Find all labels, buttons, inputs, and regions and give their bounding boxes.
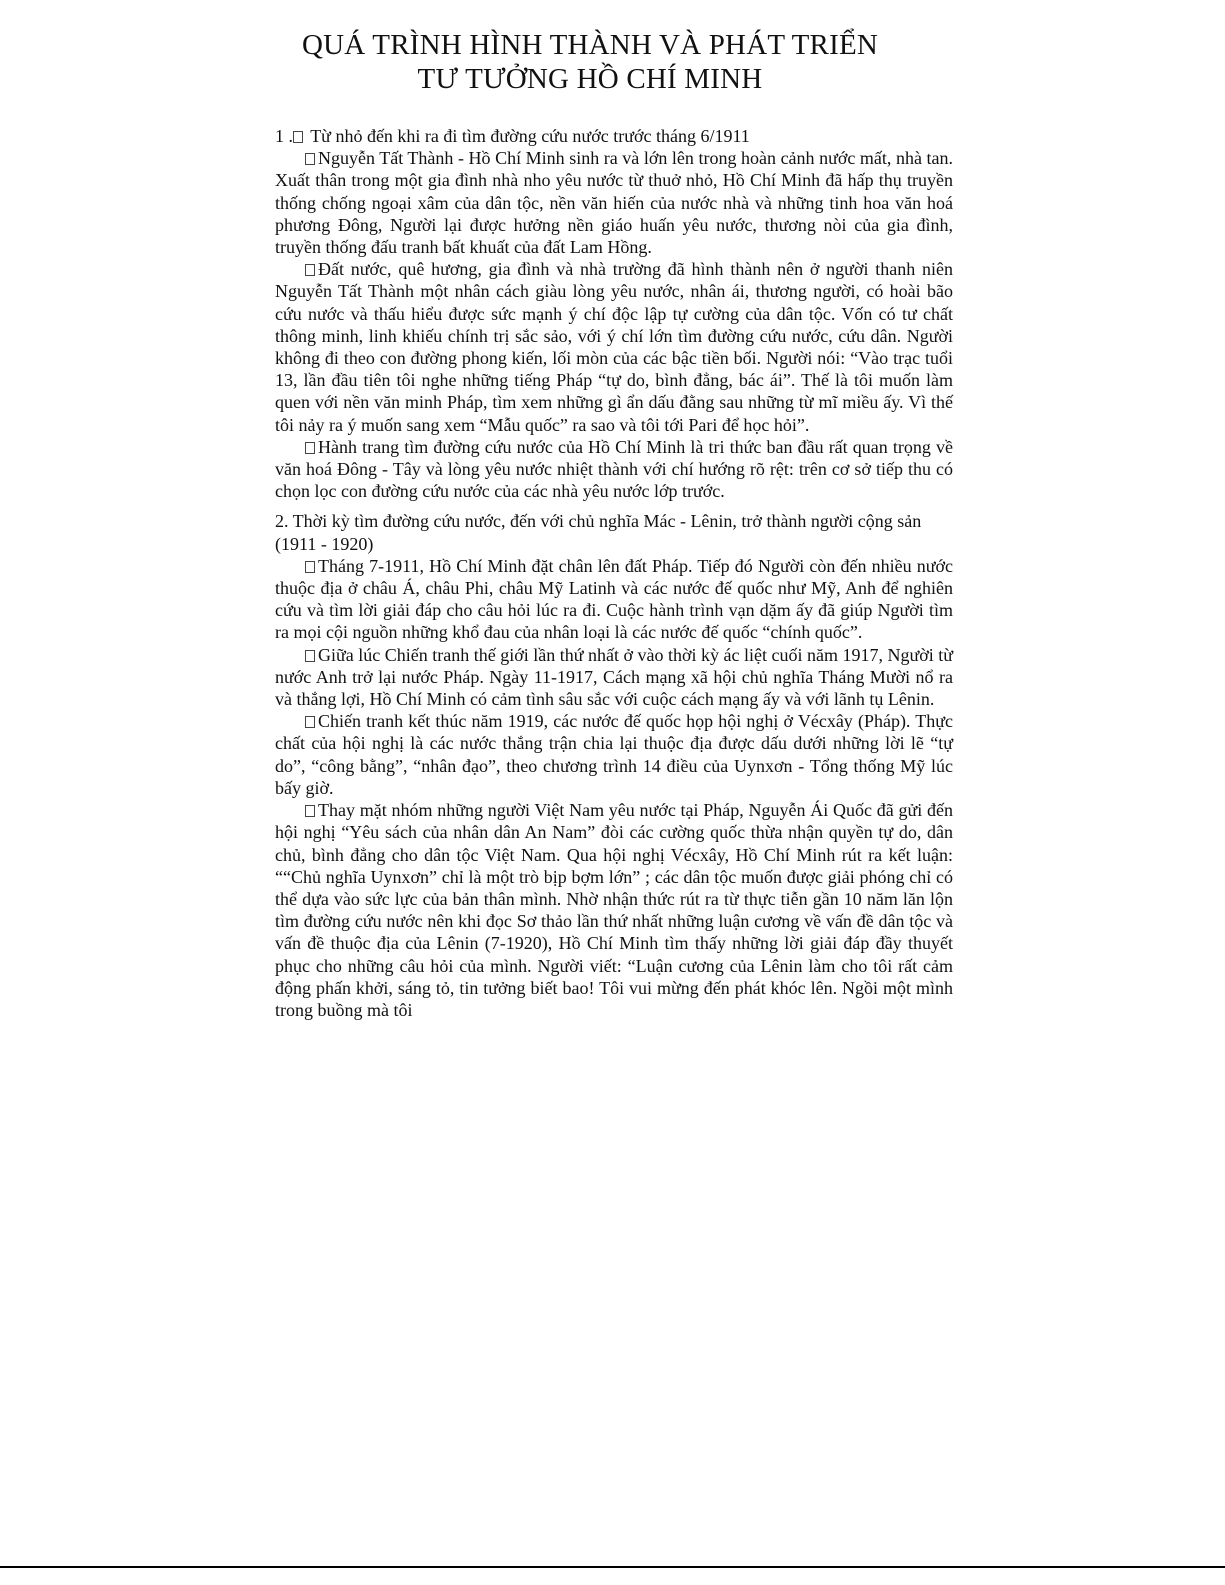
missing-glyph-icon <box>305 264 315 276</box>
section-1-number: 1 . <box>275 126 293 146</box>
missing-glyph-icon <box>305 805 315 817</box>
section-1-paragraph-2: Đất nước, quê hương, gia đình và nhà trường đã hình thành nên ở người thanh niên Nguyễn Tất Thành một nhân cách giàu lòng yêu nước, nhân ái, thương người, có hoài bão cứu nước và thấu hiểu được sức mạnh ý chí độc lập tự cường của dân tộc. Vốn có tư chất thông minh, linh khiếu chính trị sắc sảo, với ý chí lớn tìm đường cứu nước, cứu dân. Người không đi theo con đường phong kiến, lối mòn của các bậc tiền bối. Người nói: “Vào trạc tuổi 13, lần đầu tiên tôi nghe những tiếng Pháp “tự do, bình đẳng, bác ái”. Thế là tôi muốn làm quen với nền văn minh Pháp, tìm xem những gì ẩn dấu đằng sau những từ mĩ miều ấy. Vì thế tôi nảy ra ý muốn sang xem “Mẫu quốc” ra sao và tôi tới Pari để học hỏi”. <box>275 259 953 435</box>
section-1-paragraph-3: Hành trang tìm đường cứu nước của Hồ Chí Minh là tri thức ban đầu rất quan trọng về văn hoá Đông - Tây và lòng yêu nước nhiệt thành với chí hướng rõ rệt: trên cơ sở tiếp thu có chọn lọc con đường cứu nước của các nhà yêu nước lớp trước. <box>275 436 953 502</box>
section-2-paragraph-4: Thay mặt nhóm những người Việt Nam yêu nước tại Pháp, Nguyễn Ái Quốc đã gửi đến hội nghị “Yêu sách của nhân dân An Nam” đòi các cường quốc thừa nhận quyền tự do, dân chủ, bình đẳng cho dân tộc Việt Nam. Qua hội nghị Vécxây, Hồ Chí Minh rút ra kết luận: ““Chủ nghĩa Uynxơn” chỉ là một trò bịp bợm lớn” ; các dân tộc muốn được giải phóng chỉ có thể dựa vào sức lực của bản thân mình. Nhờ nhận thức rút ra từ thực tiễn gần 10 năm lăn lộn tìm đường cứu nước nên khi đọc Sơ thảo lần thứ nhất những luận cương về vấn đề dân tộc và vấn đề thuộc địa của Lênin (7-1920), Hồ Chí Minh tìm thấy những lời giải đáp đầy thuyết phục cho những câu hỏi của mình. Người viết: “Luận cương của Lênin làm cho tôi rất cảm động phấn khởi, sáng tỏ, tin tưởng biết bao! Tôi vui mừng đến phát khóc lên. Ngồi một mình trong buồng mà tôi <box>275 800 953 1020</box>
page-bottom-rule <box>0 1566 1225 1568</box>
section-1-heading-text: Từ nhỏ đến khi ra đi tìm đường cứu nước trước tháng 6/1911 <box>310 126 750 146</box>
section-1-paragraph-1: Nguyễn Tất Thành - Hồ Chí Minh sinh ra và lớn lên trong hoàn cảnh nước mất, nhà tan. Xuất thân trong một gia đình nhà nho yêu nước từ thuở nhỏ, Hồ Chí Minh đã hấp thụ truyền thống chống ngoại xâm của dân tộc, nền văn hiến của nước nhà và những tinh hoa văn hoá phương Đông, Người lại được hưởng nền giáo huấn yêu nước, thương nòi của gia đình, truyền thống đấu tranh bất khuất của đất Lam Hồng. <box>275 148 953 258</box>
missing-glyph-icon <box>305 716 315 728</box>
document-title <box>0 28 1180 96</box>
section-2-paragraph-3: Chiến tranh kết thúc năm 1919, các nước đế quốc họp hội nghị ở Vécxây (Pháp). Thực chất của hội nghị là các nước thắng trận chia lại thuộc địa được dấu dưới những lời lẽ “tự do”, “công bằng”, “nhân đạo”, theo chương trình 14 điều của Uynxơn - Tổng thống Mỹ lúc bấy giờ. <box>275 711 953 798</box>
section-1-heading <box>275 125 953 147</box>
section-2-paragraph-2: Giữa lúc Chiến tranh thế giới lần thứ nhất ở vào thời kỳ ác liệt cuối năm 1917, Người từ nước Anh trở lại nước Pháp. Ngày 11-1917, Cách mạng xã hội chủ nghĩa Tháng Mười nổ ra và thắng lợi, Hồ Chí Minh có cảm tình sâu sắc với cuộc cách mạng ấy và với lãnh tụ Lênin. <box>275 644 953 710</box>
title-line-2: TƯ TƯỞNG HỒ CHÍ MINH <box>417 63 763 95</box>
section-2-heading: 2. Thời kỳ tìm đường cứu nước, đến với chủ nghĩa Mác - Lênin, trở thành người cộng sản (1911 - 1920) <box>275 511 922 554</box>
missing-glyph-icon <box>305 442 315 454</box>
missing-glyph-icon <box>305 650 315 662</box>
section-2-paragraph-1: Tháng 7-1911, Hồ Chí Minh đặt chân lên đất Pháp. Tiếp đó Người còn đến nhiều nước thuộc địa ở châu Á, châu Phi, châu Mỹ Latinh và các nước đế quốc như Mỹ, Anh để nghiên cứu và tìm lời giải đáp cho câu hỏi lúc ra đi. Cuộc hành trình vạn dặm ấy đã giúp Người tìm ra mọi cội nguồn những khổ đau của nhân loại là các nước đế quốc “chính quốc”. <box>275 555 953 643</box>
missing-glyph-icon <box>305 153 315 165</box>
missing-glyph-icon <box>305 561 315 573</box>
title-line-1: QUÁ TRÌNH HÌNH THÀNH VÀ PHÁT TRIỂN <box>301 29 879 61</box>
missing-glyph-icon <box>293 131 303 143</box>
document-body <box>275 125 953 1021</box>
